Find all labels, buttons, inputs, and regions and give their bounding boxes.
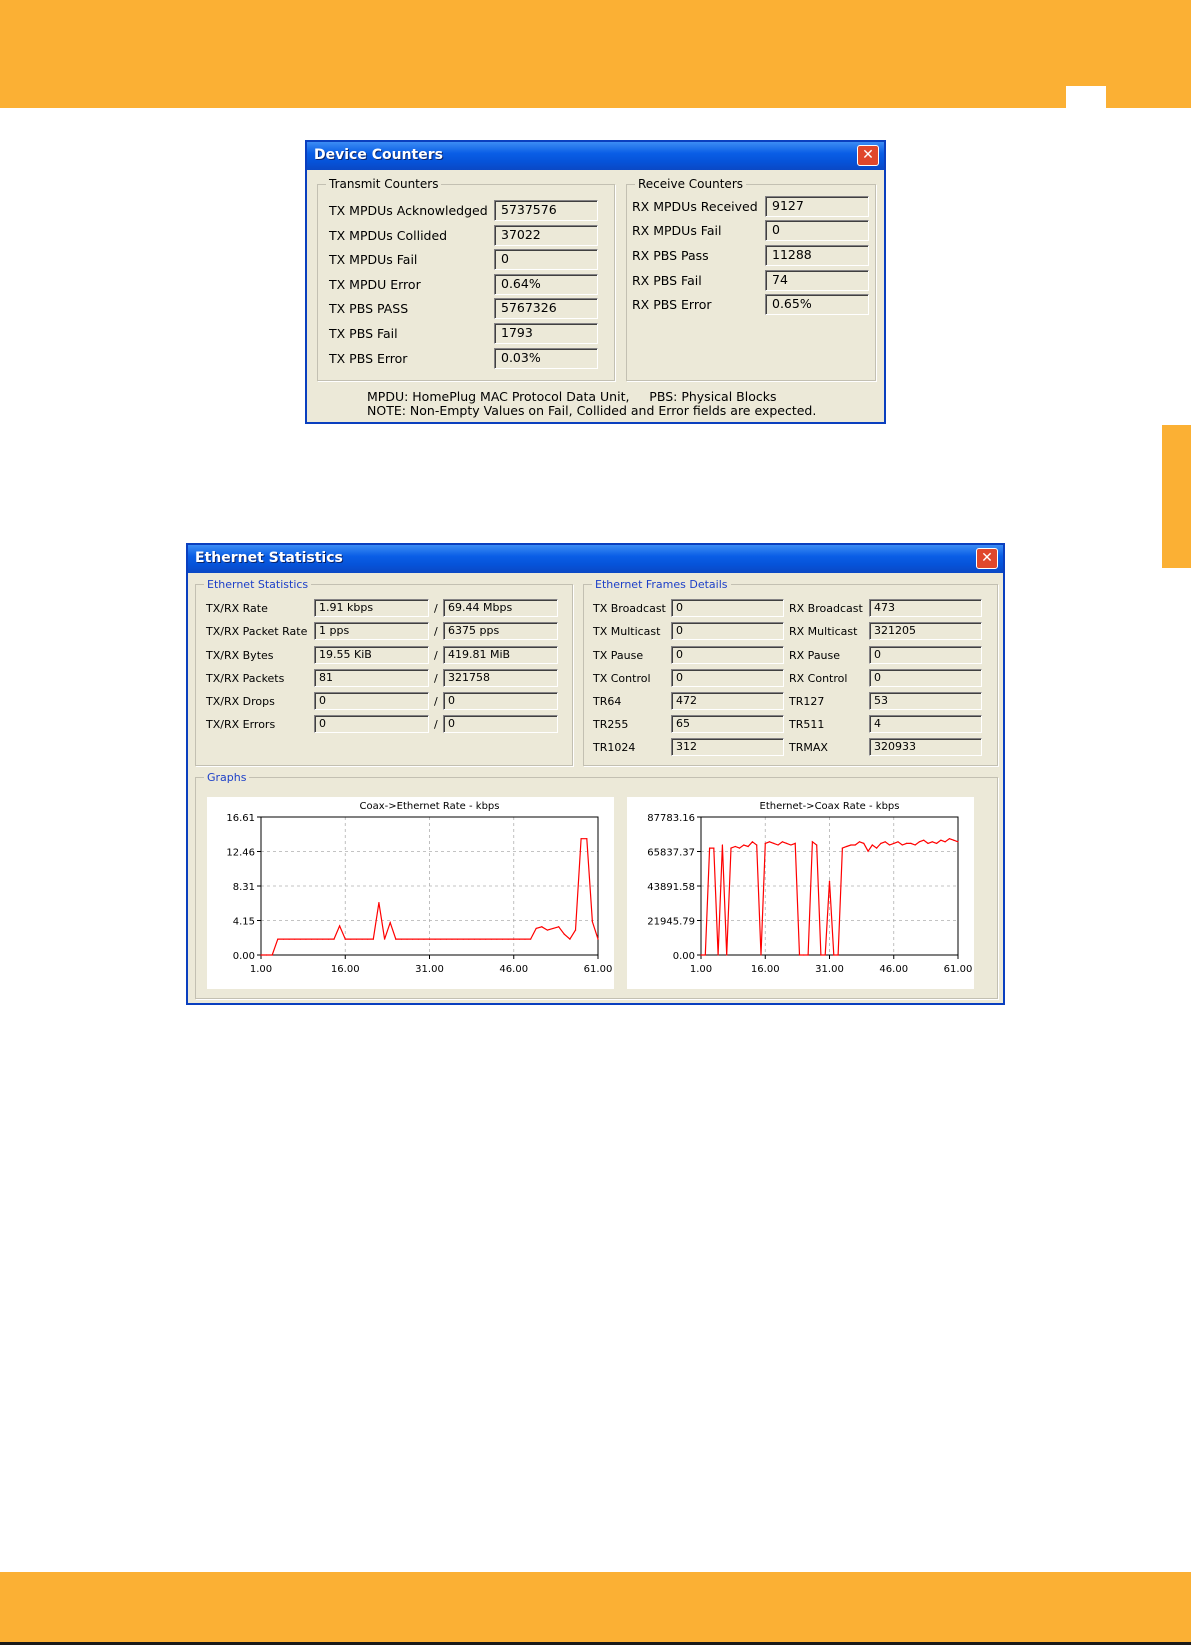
frame-row-label: TX Broadcast — [593, 602, 666, 615]
chart-data-point — [709, 848, 710, 849]
chart-data-point — [769, 841, 770, 842]
chart-y-tick-label: 65837.37 — [647, 847, 695, 859]
chart-data-point — [283, 939, 284, 940]
chart-data-point — [700, 954, 701, 955]
page-header-band — [0, 0, 1191, 108]
tx-pbs-pass-field[interactable]: 5767326 — [494, 298, 598, 319]
chart-data-point — [552, 928, 553, 929]
ethernet-statistics-legend: Ethernet Statistics — [207, 578, 309, 591]
chart-data-point — [919, 841, 920, 842]
chart-data-point — [949, 838, 950, 839]
device-counters-window — [305, 140, 886, 424]
frame-row-label: TR127 — [789, 695, 825, 708]
stat-row-label: TX/RX Bytes — [206, 649, 274, 662]
chart-data-point — [867, 851, 868, 852]
chart-data-point — [569, 939, 570, 940]
chart-data-point — [581, 838, 582, 839]
chart-data-point — [730, 848, 731, 849]
tx-row-label: TX MPDUs Acknowledged — [329, 203, 488, 218]
close-icon: ✕ — [862, 147, 874, 163]
tx-row-label: TX PBS Fail — [329, 326, 398, 341]
chart-data-point — [277, 939, 278, 940]
chart-data-point — [305, 939, 306, 940]
chart-data-point — [893, 843, 894, 844]
chart-data-point — [406, 939, 407, 940]
rx-pbs-error-field[interactable]: 0.65% — [765, 294, 869, 315]
rx-pbs-fail-field[interactable]: 74 — [765, 270, 869, 291]
chart-data-point — [863, 843, 864, 844]
tx-packet-rate-field[interactable]: 1 pps — [314, 622, 429, 640]
chart-x-tick-label: 61.00 — [583, 964, 613, 975]
tx-drops-field[interactable]: 0 — [314, 692, 429, 710]
chart-data-point — [760, 954, 761, 955]
tx-row-label: TX PBS PASS — [329, 301, 409, 316]
stat-row-label: TX/RX Errors — [206, 718, 276, 731]
coax-to-ethernet-chart — [207, 797, 614, 989]
tx-multicast-field[interactable]: 0 — [671, 622, 784, 640]
chart-x-tick-label: 31.00 — [815, 964, 844, 975]
chart-data-point — [474, 939, 475, 940]
chart-data-point — [897, 841, 898, 842]
coax-to-ethernet-svg — [207, 797, 614, 989]
chart-data-point — [915, 844, 916, 845]
chart-data-point — [345, 939, 346, 940]
chart-data-point — [910, 843, 911, 844]
chart-data-point — [558, 926, 559, 927]
frame-row-label: TR511 — [789, 718, 825, 731]
chart-data-point — [513, 939, 514, 940]
chart-data-point — [752, 841, 753, 842]
tr127-field[interactable]: 53 — [869, 692, 982, 710]
trmax-field[interactable]: 320933 — [869, 738, 982, 756]
chart-y-tick-label: 0.00 — [672, 951, 695, 962]
chart-data-point — [272, 954, 273, 955]
chart-data-point — [418, 939, 419, 940]
stat-row-label: TX/RX Packet Rate — [206, 625, 308, 638]
chart-y-tick-label: 4.15 — [232, 916, 255, 928]
rx-row-label: RX MPDUs Received — [632, 199, 758, 214]
chart-data-point — [923, 840, 924, 841]
device-counters-titlebar[interactable] — [307, 142, 884, 170]
chart-data-point — [395, 939, 396, 940]
separator-slash: / — [434, 625, 438, 638]
frame-row-label: TX Multicast — [593, 625, 661, 638]
tx-mpdus-fail-field[interactable]: 0 — [494, 249, 598, 270]
chart-data-point — [936, 843, 937, 844]
rx-rate-field[interactable]: 69.44 Mbps — [443, 599, 558, 617]
chart-data-point — [384, 939, 385, 940]
chart-data-point — [872, 844, 873, 845]
rx-pause-field[interactable]: 0 — [869, 646, 982, 664]
frame-row-label: RX Broadcast — [789, 602, 863, 615]
chart-data-point — [773, 843, 774, 844]
chart-data-point — [765, 843, 766, 844]
chart-data-point — [390, 922, 391, 923]
rx-row-label: RX PBS Error — [632, 297, 712, 312]
chart-data-point — [491, 939, 492, 940]
chart-data-point — [786, 843, 787, 844]
chart-data-point — [597, 939, 598, 940]
chart-x-tick-label: 16.00 — [750, 964, 780, 975]
ethernet-statistics-titlebar[interactable] — [188, 545, 1003, 573]
ethernet-to-coax-svg — [627, 797, 974, 989]
ethernet-to-coax-chart — [627, 797, 974, 989]
separator-slash: / — [434, 718, 438, 731]
separator-slash: / — [434, 649, 438, 662]
chart-data-point — [524, 939, 525, 940]
rx-row-label: RX PBS Pass — [632, 248, 709, 263]
frame-row-label: TR64 — [593, 695, 622, 708]
page-footer-band — [0, 1572, 1191, 1645]
separator-slash: / — [434, 602, 438, 615]
chart-data-point — [735, 846, 736, 847]
chart-data-point — [825, 954, 826, 955]
chart-x-tick-label: 1.00 — [249, 964, 273, 975]
tr1024-field[interactable]: 312 — [671, 738, 784, 756]
rx-bytes-field[interactable]: 419.81 MiB — [443, 646, 558, 664]
close-button[interactable] — [976, 548, 998, 569]
chart-data-point — [778, 844, 779, 845]
chart-data-point — [367, 939, 368, 940]
chart-data-point — [435, 939, 436, 940]
chart-data-point — [748, 846, 749, 847]
chart-data-point — [795, 843, 796, 844]
chart-data-point — [718, 954, 719, 955]
chart-data-point — [339, 925, 340, 926]
rx-row-label: RX PBS Fail — [632, 273, 702, 288]
frame-row-label: TX Pause — [593, 649, 644, 662]
chart-y-tick-label: 8.31 — [232, 882, 255, 893]
frame-row-label: RX Multicast — [789, 625, 858, 638]
chart-data-point — [356, 939, 357, 940]
chart-x-tick-label: 1.00 — [689, 964, 713, 975]
chart-data-point — [705, 954, 706, 955]
chart-data-point — [429, 939, 430, 940]
chart-data-point — [850, 844, 851, 845]
rx-mpdus-fail-field[interactable]: 0 — [765, 220, 869, 241]
chart-data-point — [927, 843, 928, 844]
separator-slash: / — [434, 695, 438, 708]
chart-data-point — [485, 939, 486, 940]
chart-data-point — [463, 939, 464, 940]
stat-row-label: TX/RX Drops — [206, 695, 275, 708]
chart-data-point — [859, 841, 860, 842]
chart-data-point — [957, 841, 958, 842]
chart-x-tick-label: 46.00 — [499, 964, 529, 975]
ethernet-frames-details-legend: Ethernet Frames Details — [595, 578, 728, 591]
chart-data-point — [508, 939, 509, 940]
tx-bytes-field[interactable]: 19.55 KiB — [314, 646, 429, 664]
rx-pbs-pass-field[interactable]: 11288 — [765, 245, 869, 266]
tx-rate-field[interactable]: 1.91 kbps — [314, 599, 429, 617]
chart-data-point — [328, 939, 329, 940]
tx-errors-field[interactable]: 0 — [314, 715, 429, 733]
chart-data-point — [842, 848, 843, 849]
expected-values-note: NOTE: Non-Empty Values on Fail, Collided and Error fields are expected. — [367, 403, 817, 418]
chart-data-point — [829, 881, 830, 882]
ethernet-statistics-window — [186, 543, 1005, 1005]
rx-packets-field[interactable]: 321758 — [443, 669, 558, 687]
chart-data-point — [846, 846, 847, 847]
chart-title: Ethernet->Coax Rate - kbps — [759, 801, 900, 812]
frame-row-label: TX Control — [593, 672, 651, 685]
chart-data-point — [855, 844, 856, 845]
tr255-field[interactable]: 65 — [671, 715, 784, 733]
rx-multicast-field[interactable]: 321205 — [869, 622, 982, 640]
chart-y-tick-label: 16.61 — [226, 813, 255, 824]
tx-pbs-error-field[interactable]: 0.03% — [494, 348, 598, 369]
tx-mpdu-error-field[interactable]: 0.64% — [494, 274, 598, 295]
tr64-field[interactable]: 472 — [671, 692, 784, 710]
rx-row-label: RX MPDUs Fail — [632, 223, 722, 238]
chart-data-point — [541, 926, 542, 927]
chart-data-point — [378, 902, 379, 903]
close-button[interactable] — [857, 145, 879, 166]
chart-x-tick-label: 61.00 — [943, 964, 973, 975]
rx-packet-rate-field[interactable]: 6375 pps — [443, 622, 558, 640]
tx-row-label: TX MPDUs Collided — [329, 228, 448, 243]
chart-data-point — [906, 843, 907, 844]
chart-data-point — [812, 841, 813, 842]
frame-row-label: RX Pause — [789, 649, 841, 662]
rx-broadcast-field[interactable]: 473 — [869, 599, 982, 617]
chart-data-point — [288, 939, 289, 940]
chart-data-point — [423, 939, 424, 940]
chart-data-point — [803, 954, 804, 955]
graphs-legend: Graphs — [207, 771, 247, 784]
chart-data-point — [816, 844, 817, 845]
chart-data-point — [953, 840, 954, 841]
chart-data-point — [876, 848, 877, 849]
receive-counters-legend: Receive Counters — [638, 177, 743, 191]
chart-data-point — [575, 929, 576, 930]
frame-row-label: TR1024 — [593, 741, 636, 754]
chart-data-point — [266, 954, 267, 955]
chart-data-point — [373, 939, 374, 940]
chart-data-point — [502, 939, 503, 940]
tx-row-label: TX PBS Error — [329, 351, 408, 366]
chart-data-point — [807, 954, 808, 955]
rx-mpdus-received-field[interactable]: 9127 — [765, 196, 869, 217]
tx-pause-field[interactable]: 0 — [671, 646, 784, 664]
tx-mpdus-acknowledged-field[interactable]: 5737576 — [494, 200, 598, 221]
tx-mpdus-collided-field[interactable]: 37022 — [494, 225, 598, 246]
chart-data-point — [837, 954, 838, 955]
chart-y-tick-label: 21945.79 — [647, 916, 695, 928]
chart-data-point — [322, 939, 323, 940]
chart-data-point — [932, 841, 933, 842]
rx-drops-field[interactable]: 0 — [443, 692, 558, 710]
header-notch — [1066, 86, 1106, 108]
chart-data-point — [457, 939, 458, 940]
tx-pbs-fail-field[interactable]: 1793 — [494, 323, 598, 344]
side-tab-marker — [1162, 425, 1191, 568]
tx-row-label: TX MPDUs Fail — [329, 252, 418, 267]
chart-data-point — [880, 843, 881, 844]
chart-data-point — [945, 841, 946, 842]
chart-data-point — [799, 954, 800, 955]
chart-data-point — [940, 840, 941, 841]
transmit-counters-legend: Transmit Counters — [329, 177, 439, 191]
chart-data-point — [333, 939, 334, 940]
chart-data-point — [440, 939, 441, 940]
chart-data-point — [592, 921, 593, 922]
stat-row-label: TX/RX Rate — [206, 602, 268, 615]
chart-y-tick-label: 43891.58 — [647, 882, 695, 893]
chart-data-point — [451, 939, 452, 940]
chart-title: Coax->Ethernet Rate - kbps — [359, 801, 500, 812]
chart-data-point — [401, 939, 402, 940]
chart-y-tick-label: 12.46 — [226, 847, 255, 859]
frame-row-label: RX Control — [789, 672, 848, 685]
chart-data-point — [743, 844, 744, 845]
chart-data-point — [479, 939, 480, 940]
chart-data-point — [547, 929, 548, 930]
chart-data-point — [468, 939, 469, 940]
frame-row-label: TRMAX — [789, 741, 828, 754]
chart-data-point — [726, 954, 727, 955]
chart-data-point — [713, 848, 714, 849]
chart-y-tick-label: 87783.16 — [647, 813, 695, 824]
tx-row-label: TX MPDU Error — [329, 277, 421, 292]
chart-data-point — [260, 954, 261, 955]
chart-data-point — [446, 939, 447, 940]
close-icon: ✕ — [981, 550, 993, 566]
chart-data-point — [586, 838, 587, 839]
chart-data-point — [536, 928, 537, 929]
tr511-field[interactable]: 4 — [869, 715, 982, 733]
separator-slash: / — [434, 672, 438, 685]
chart-x-tick-label: 31.00 — [415, 964, 444, 975]
chart-data-point — [902, 844, 903, 845]
window-title: Ethernet Statistics — [195, 550, 343, 566]
tx-broadcast-field[interactable]: 0 — [671, 599, 784, 617]
chart-data-point — [739, 848, 740, 849]
chart-data-point — [722, 844, 723, 845]
rx-errors-field[interactable]: 0 — [443, 715, 558, 733]
rx-control-field[interactable]: 0 — [869, 669, 982, 687]
chart-data-point — [362, 939, 363, 940]
stat-row-label: TX/RX Packets — [206, 672, 285, 685]
chart-data-point — [820, 954, 821, 955]
chart-data-point — [885, 841, 886, 842]
tx-packets-field[interactable]: 81 — [314, 669, 429, 687]
tx-control-field[interactable]: 0 — [671, 669, 784, 687]
chart-data-point — [496, 939, 497, 940]
chart-data-point — [790, 844, 791, 845]
chart-data-point — [412, 939, 413, 940]
chart-data-point — [317, 939, 318, 940]
chart-data-point — [530, 939, 531, 940]
chart-data-point — [833, 954, 834, 955]
chart-data-point — [756, 844, 757, 845]
chart-data-point — [300, 939, 301, 940]
chart-data-point — [350, 939, 351, 940]
chart-data-point — [311, 939, 312, 940]
chart-data-point — [564, 934, 565, 935]
chart-data-point — [294, 939, 295, 940]
window-title: Device Counters — [314, 147, 443, 163]
chart-data-point — [519, 939, 520, 940]
frame-row-label: TR255 — [593, 718, 629, 731]
mpdu-pbs-legend-note: MPDU: HomePlug MAC Protocol Data Unit, PBS: Physical Blocks — [367, 389, 777, 404]
chart-y-tick-label: 0.00 — [232, 951, 255, 962]
chart-data-point — [889, 844, 890, 845]
chart-x-tick-label: 46.00 — [879, 964, 909, 975]
chart-x-tick-label: 16.00 — [330, 964, 360, 975]
chart-data-point — [782, 841, 783, 842]
